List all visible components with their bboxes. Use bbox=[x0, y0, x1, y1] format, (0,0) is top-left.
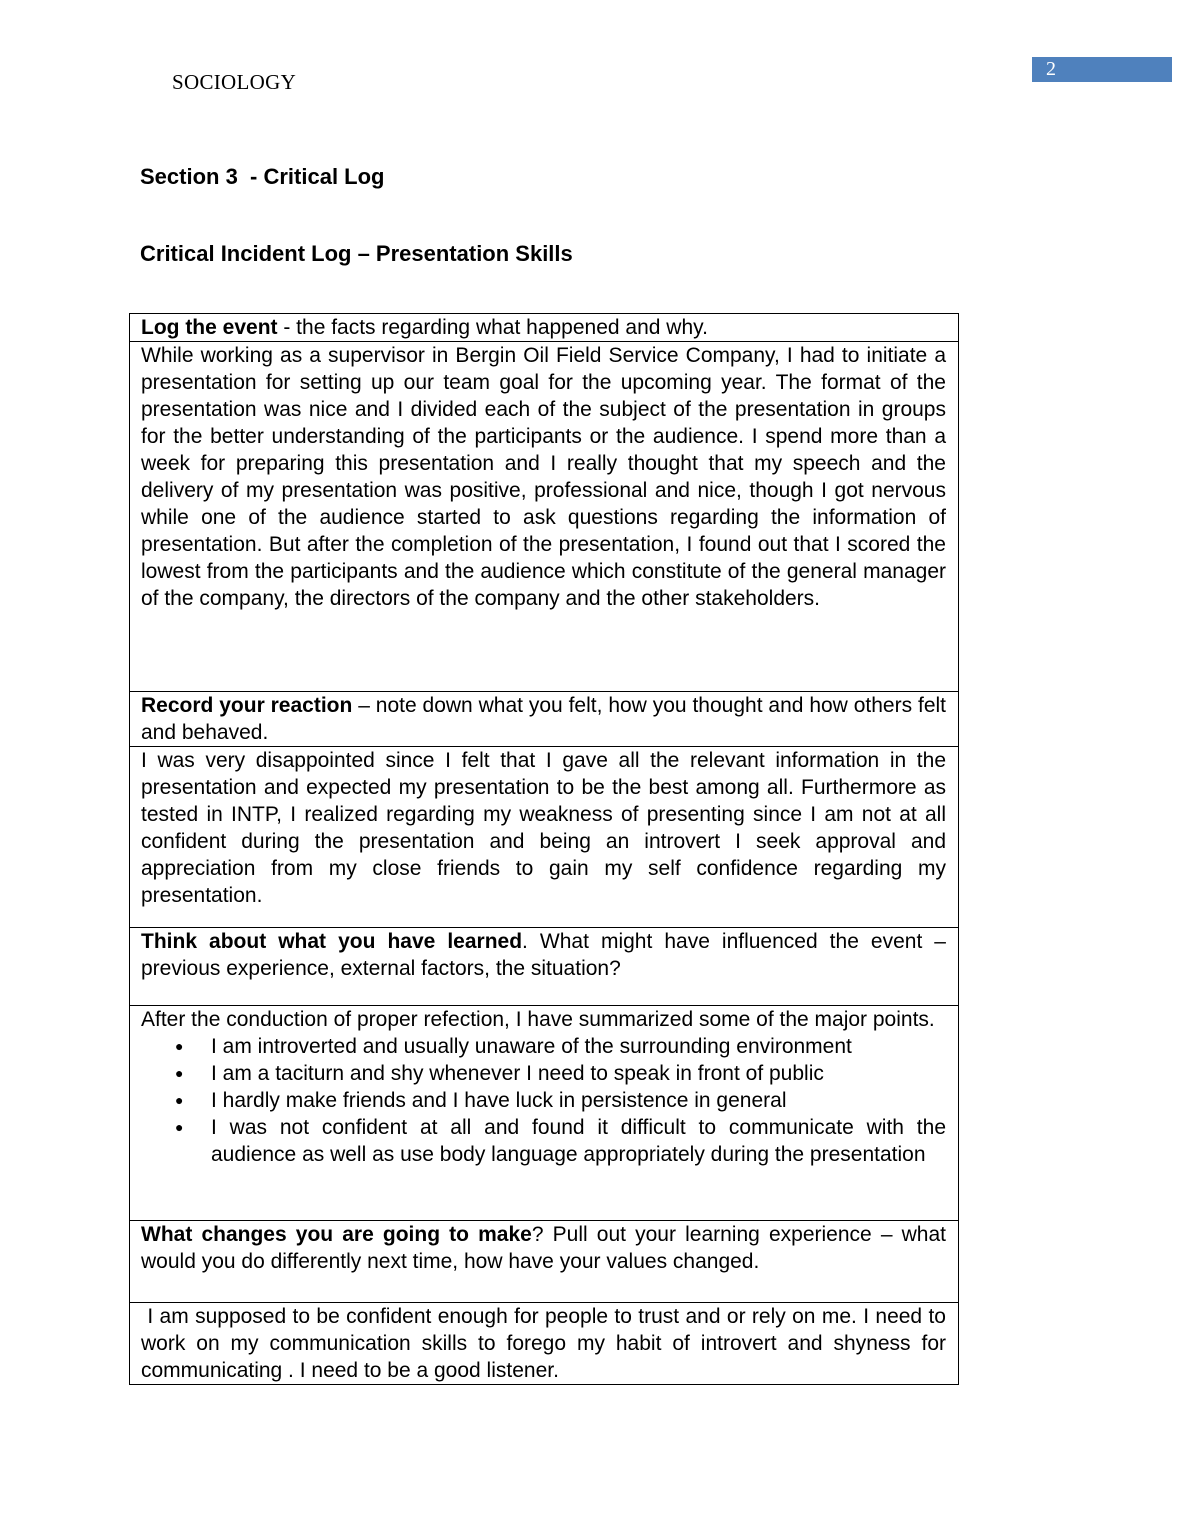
changes-answer-cell: I am supposed to be confident enough for people to trust and or rely on me. I need to work on my communication skills to forego my habit of introvert and shyness for communicating . I need to be a good listener. bbox=[130, 1303, 959, 1385]
list-item: ● I hardly make friends and I have luck in persistence in general bbox=[211, 1087, 946, 1114]
event-prompt-bold: Log the event bbox=[141, 316, 278, 339]
reaction-prompt-bold: Record your reaction bbox=[141, 694, 353, 717]
page-number-badge bbox=[1032, 57, 1172, 82]
page-number: 2 bbox=[1046, 58, 1056, 80]
event-prompt-text: - the facts regarding what happened and why. bbox=[277, 316, 708, 339]
event-answer-cell: While working as a supervisor in Bergin Oil Field Service Company, I had to initiate a presentation for setting up our team goal for the upcoming year. The format of the presentation was nice and I divided each of the subject of the presentation in groups for the better understanding of the participants or the audience. I spend more than a week for preparing this presentation and I really thought that my speech and the delivery of my presentation was positive, professional and nice, though I got nervous while one of the audience started to ask questions regarding the information of presentation. But after the completion of the presentation, I found out that I scored the lowest from the participants and the audience which constitute of the general manager of the company, the directors of the company and the other stakeholders. bbox=[130, 342, 959, 692]
list-item: ● I am a taciturn and shy whenever I need to speak in front of public bbox=[211, 1060, 946, 1087]
reaction-prompt-cell bbox=[130, 692, 959, 747]
reaction-answer-row bbox=[130, 747, 959, 928]
event-answer-row bbox=[130, 342, 959, 692]
learned-answer-row bbox=[130, 1006, 959, 1221]
section-title: Section 3 - Critical Log bbox=[140, 164, 385, 189]
learned-prompt-text: . What might have influenced the event – previous experience, external factors, the situation? bbox=[141, 930, 946, 980]
changes-prompt-cell bbox=[130, 1221, 959, 1303]
learned-answer-cell bbox=[130, 1006, 959, 1221]
learned-prompt-cell bbox=[130, 928, 959, 1006]
changes-prompt-bold: What changes you are going to make bbox=[141, 1223, 532, 1246]
critical-log-table bbox=[129, 313, 959, 1385]
learned-prompt-bold: Think about what you have learned bbox=[141, 930, 523, 953]
reaction-answer-cell: I was very disappointed since I felt that I gave all the relevant information in the presentation and expected my presentation to be the best among all. Furthermore as tested in INTP, I realized regarding my weakness of presenting since I am not at all confident during the presentation and being an introvert I seek approval and appreciation from my close friends to gain my self confidence regarding my presentation. bbox=[130, 747, 959, 928]
list-item: ● I am introverted and usually unaware of the surrounding environment bbox=[211, 1033, 946, 1060]
changes-prompt-text: ? Pull out your learning experience – what would you do differently next time, how have your values changed. bbox=[141, 1223, 946, 1273]
changes-answer-row bbox=[130, 1303, 959, 1385]
reaction-prompt-text: – note down what you felt, how you thought and how others felt and behaved. bbox=[141, 694, 946, 744]
list-item: ● I was not confident at all and found it difficult to communicate with the audience as well as use body language appropriately during the presentation bbox=[211, 1114, 946, 1168]
changes-prompt-row bbox=[130, 1221, 959, 1303]
event-prompt-row bbox=[130, 314, 959, 342]
reaction-prompt-row bbox=[130, 692, 959, 747]
log-title: Critical Incident Log – Presentation Skills bbox=[140, 241, 573, 266]
learned-intro: After the conduction of proper refection, I have summarized some of the major points. bbox=[141, 1008, 935, 1031]
event-prompt-cell bbox=[130, 314, 959, 342]
running-head: SOCIOLOGY bbox=[172, 70, 297, 94]
learned-prompt-row bbox=[130, 928, 959, 1006]
learned-points-list bbox=[141, 1033, 946, 1168]
